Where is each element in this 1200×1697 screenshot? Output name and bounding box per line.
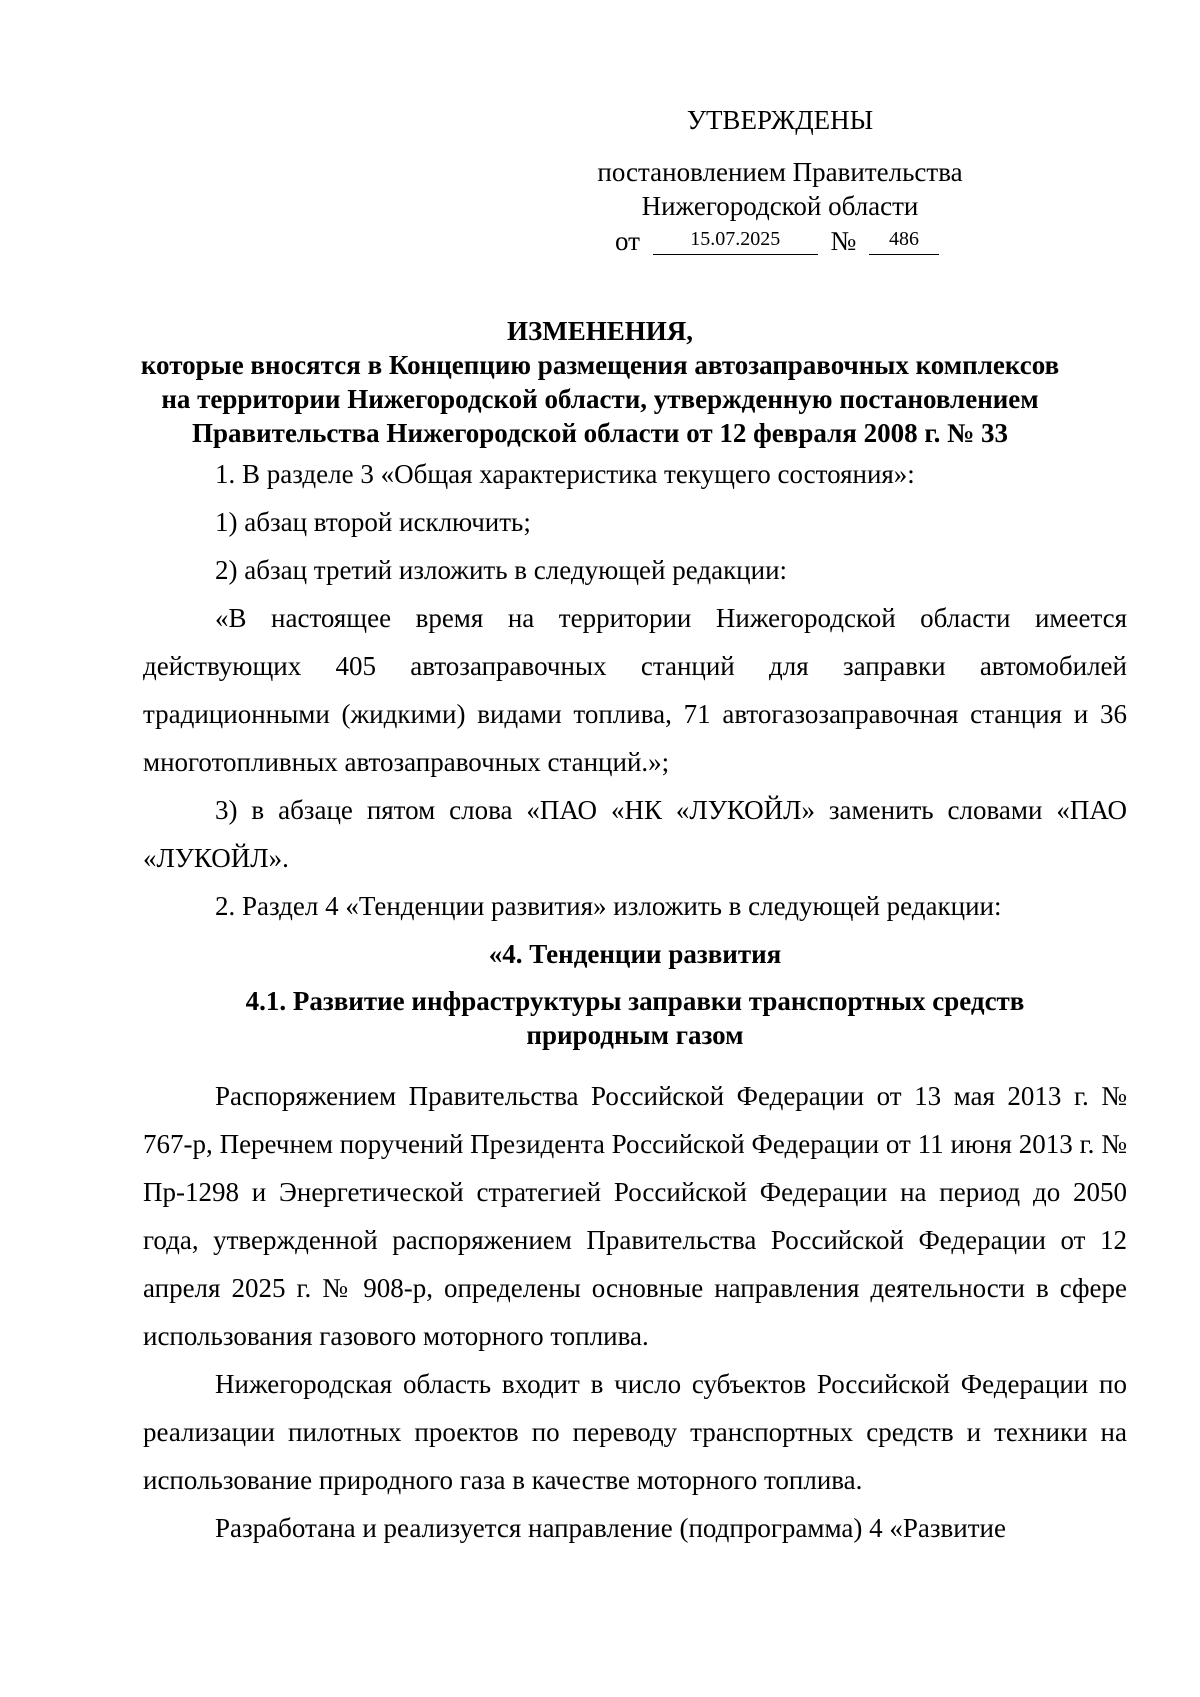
subsection-heading-line-2: природным газом — [526, 1020, 744, 1050]
approval-line-1: постановлением Правительства — [597, 157, 963, 187]
paragraph-5: 3) в абзаце пятом слова «ПАО «НК «ЛУКОЙЛ» заменить словами «ПАО «ЛУКОЙЛ». — [143, 795, 1127, 873]
paragraph-8: Нижегородская область входит в число субъектов Российской Федерации по реализации пилотных проектов по переводу транспортных средств и техники на использование природного газа в качестве моторного топлива. — [143, 1369, 1127, 1495]
paragraph-1: 1. В разделе 3 «Общая характеристика текущего состояния»: — [215, 459, 915, 489]
title-line-2: на территории Нижегородской области, утвержденную постановлением — [161, 384, 1039, 414]
paragraph-9: Разработана и реализуется направление (подпрограмма) 4 «Развитие — [215, 1513, 1006, 1543]
title-line-3: Правительства Нижегородской области от 12 февраля 2008 г. № 33 — [192, 418, 1008, 448]
paragraph-2: 1) абзац второй исключить; — [215, 507, 531, 537]
paragraph-7: Распоряжением Правительства Российской Федерации от 13 мая 2013 г. № 767-р, Перечнем поручений Президента Российской Федерации от 11 июня 2013 г. № Пр-1298 и Энергетической стратегией Российской Федерации на период до 2050 года, утвержденной распоряжением Правительства Российской Федерации от 12 апреля 2025 г. № 908-р, определены основные направления деятельности в сфере использования газового моторного топлива. — [143, 1081, 1127, 1351]
subsection-heading — [143, 984, 1127, 1052]
document-title — [130, 314, 1070, 450]
approval-line-2: Нижегородской области — [641, 191, 919, 221]
title-main: ИЗМЕНЕНИЯ, — [506, 316, 693, 346]
title-line-1: которые вносятся в Концепцию размещения автозаправочных комплексов — [140, 350, 1060, 380]
paragraph-4: «В настоящее время на территории Нижегородской области имеется действующих 405 автозаправочных станций для заправки автомобилей традиционными (жидкими) видами топлива, 71 автогазозаправочная станция и 36 многотопливных автозаправочных станций.»; — [143, 603, 1127, 777]
approval-date: 15.07.2025 — [653, 224, 818, 255]
approval-number: 486 — [869, 224, 939, 255]
approved-label: УТВЕРЖДЕНЫ — [686, 105, 874, 135]
section-heading: «4. Тенденции развития — [488, 939, 782, 969]
paragraph-3: 2) абзац третий изложить в следующей редакции: — [215, 555, 788, 585]
document-body — [143, 450, 1127, 1552]
from-label: от — [615, 226, 640, 256]
number-label: № — [830, 226, 857, 256]
subsection-heading-line-1: 4.1. Развитие инфраструктуры заправки транспортных средств — [245, 986, 1025, 1016]
paragraph-6: 2. Раздел 4 «Тенденции развития» изложить в следующей редакции: — [215, 891, 1002, 921]
approval-date-line — [560, 221, 1000, 261]
